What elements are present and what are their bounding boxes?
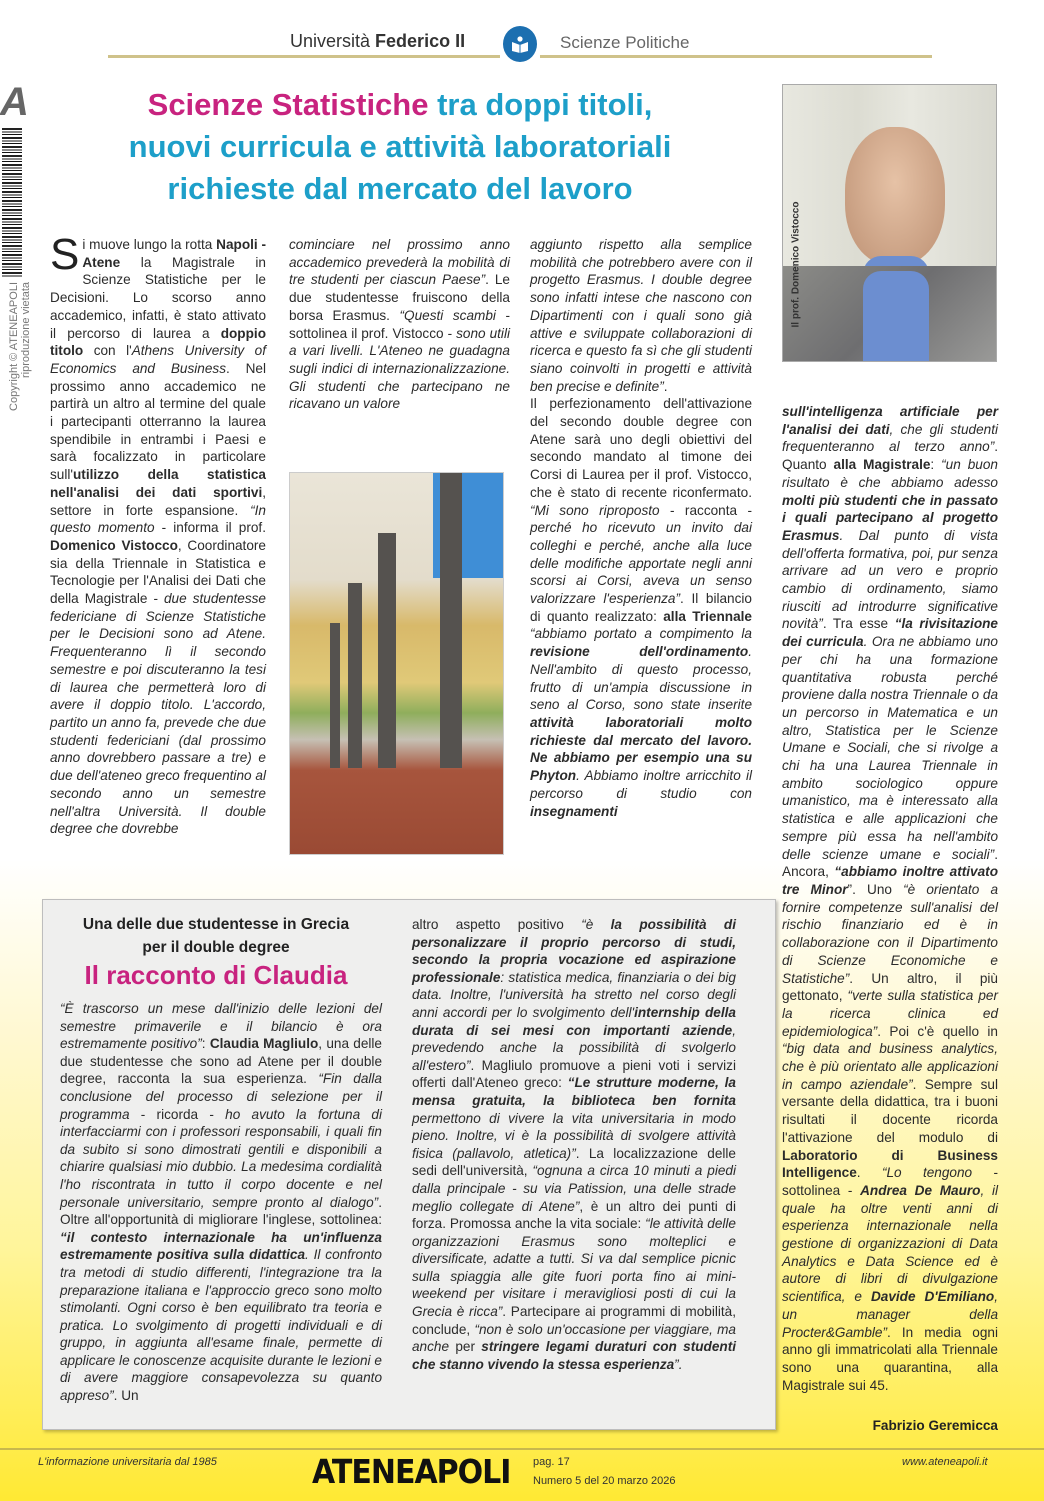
text-run: , prevedendo anche la possibilità di svolgerlo all'estero” [412,1022,736,1073]
text-run: . Nell'ambito di questo processo, frutto di un'ampia discussione in seno al Corso, sono state inserite [530,644,752,713]
box-title: Il racconto di Claudia [84,960,348,990]
portrait-caption: Il prof. Domenico Vistocco [790,201,802,328]
text-run: . Le due studentesse fruiscono della borsa Erasmus. [289,272,510,323]
text-run: Davide D'Emiliano [870,1289,995,1305]
text-run: la possibilità di personalizzare il proprio percorso di studi, secondo la propria vocazione ed aspirazione professionale [412,917,736,985]
text-run: “verte sulla statistica per la ricerca clinica ed epidemiologica” [782,988,998,1039]
text-run: sull'intelligenza artificiale per l'analisi dei dati [782,404,998,437]
text-run: Andrea De Mauro [860,1182,981,1198]
brand-letter: A [0,80,29,124]
text-run: stringere legami duraturi con studenti che stanno vivendo la stessa esperienza [412,1339,737,1372]
text-run: ”. [674,1356,683,1372]
text-run: per [449,1339,482,1355]
text-run: “non è solo un'occasione per viaggiare, ma anche [412,1321,736,1355]
text-run: ”. Uno [847,881,904,897]
text-run: molti più studenti che in passato i quali partecipano al progetto Erasmus [782,492,998,543]
text-run: insegnamenti [530,803,618,819]
box-subtitle-line: per il double degree [142,939,290,956]
text-run: “è orientato a fornire competenze sull'analisi del rischio finanziario ed è in collaborazione con il Dipartimento di Scienze Economiche e Statistiche” [782,881,999,986]
footer-rule [0,1448,1044,1450]
text-run: “Questi scambi [399,307,496,323]
text-run: . La localizzazione delle sedi dell'università, [412,1145,736,1179]
footer-tagline: L'informazione universitaria dal 1985 [38,1456,217,1468]
text-run: Domenico Vistocco [50,537,178,553]
book-reader-icon [503,26,537,62]
footer-url[interactable]: www.ateneapoli.it [902,1456,988,1468]
photo-pillar [378,533,396,768]
text-run: “ognuna a circa 10 minuti a piedi dalla principale - su via Patission, una delle strade meglio collegate di Atene” [412,1163,736,1214]
text-run: , Coordinatore sia della Triennale in Statistica e Tecnologie per l'Analisi dei Dati che della Magistrale - [50,537,266,607]
copyright-line: Copyright © ATENEAPOLI [8,282,20,411]
text-run: aggiunto rispetto alla semplice mobilità che potrebbero avere con il progetto Erasmus. I double degree sono infatti intese che nascono con Dipartimenti con i quali sono già attive e sviluppate collaborazioni di ricerca e questo fa sì che gli studenti siano coinvolti in progetti e attività ben precise e definite” [530,237,752,394]
copyright-notice [8,282,32,482]
header-rule-left [108,55,500,58]
header-university [290,31,465,52]
title-highlight: Scienze Statistiche [147,87,429,122]
title-line-3: richieste dal mercato del lavoro [167,171,633,206]
text-run: . Dal punto di vista dell'offerta formativa, poi, pur senza arrivare ad un vero e proprio cambio di ordinamento, siamo riusciti ad introdurre significative novità” [782,527,998,632]
box-column-1 [60,1000,382,1405]
copyright-line: riproduzione vietata [20,282,32,379]
portrait-sweater-front [863,271,929,361]
text-run: . Un [113,1388,139,1404]
text-run: “Mi sono riproposto [530,502,660,518]
text-run: Laboratorio di Business Intelligence [782,1147,998,1181]
text-run: altro aspetto positivo [412,917,582,932]
text-run: Napoli - Atene [82,237,267,270]
text-run: , settore in forte espansione. [50,484,266,518]
text-run: “big data and business analytics, che è più orientato alle applicazioni in campo aziendale” [782,1041,998,1092]
text-run: ho avuto la fortuna di interfacciarmi con i professori responsabili, i quali fin da subito si sono dimostrati gentili e disponibili a chiarire qualsiasi mio dubbio. La medesima cordialità l'ho riscontrata in tutto il corpo docente e nel personale universitario, sempre pronto al dialogo” [60,1106,383,1210]
text-run: . Il confronto tra metodi di studio differenti, l'integrazione tra la preparazione italiana e l'approccio greco sono molto stimolanti. Ogni corso è ben equilibrato tra teoria e pratica. Lo svolgimento di progetti individuali e di gruppo, in aggiunta all'esame finale, permette di applicare le conoscenze acquisite durante le lezioni e di avere maggiore consapevolezza su quanto appreso” [60,1247,382,1404]
text-run: i muove lungo la rotta [82,237,217,252]
text-run: “un buon risultato è che abbiamo adesso [782,457,998,490]
portrait-photo [782,84,997,362]
text-run: , che gli studenti frequenteranno al terzo anno” [782,421,998,455]
text-run: “Lo tengono [881,1165,973,1181]
text-run: “è [581,917,611,932]
text-run: . [856,1165,882,1181]
text-run: sono utili a vari livelli. L'Ateneo ne guadagna sugli indici di internazionalizzazione. Gli studenti che partecipano ne ricavano un valore [289,325,510,412]
text-run: . [663,378,668,394]
footer-issue: Numero 5 del 20 marzo 2026 [533,1475,676,1487]
university-prefix: Università [290,31,371,51]
text-run: . Poi c'è quello in [877,1023,998,1039]
colonnade-photo [289,472,504,855]
text-run: . Ancora, [782,846,998,880]
text-run: Il perfezionamento dell'attivazione del secondo double degree con Atene sarà uno degli obiettivi del secondo mandato al timone dei Corsi di Laurea per il prof. Vistocco, che è stato di recente riconfermato. [530,396,752,500]
text-run: , il quale ha oltre venti anni di esperienza internazionale nella gestione di organizzazioni di Data Analytics e Data Science ed è autore di libri di divulgazione scientifica, e [782,1182,999,1305]
text-run: “In questo momento [50,502,266,536]
article-column-4 [782,403,998,1394]
photo-pillar [440,473,462,768]
text-run: . Il bilancio di quanto realizzato: [530,591,752,624]
box-column-2 [412,916,736,1373]
text-run: “il contesto internazionale ha un'influenza estremamente positiva sulla didattica [60,1229,382,1263]
header-rule-right [540,55,932,58]
photo-pillar [348,583,362,768]
text-run: - sottolinea il prof. Vistocco - [289,307,510,341]
text-run: - informa il prof. [154,520,266,536]
article-column-1 [50,230,267,838]
drop-cap: S [50,230,80,279]
text-run: : statistica medica, finanziaria o dei big data. Inoltre, l'università ha stretto nel corso degli anni accordi per lo svolgimento dell' [412,969,736,1020]
text-run: doppio titolo [50,325,266,359]
text-run: : [930,457,942,473]
text-run: . Abbiamo inoltre arricchito il percorso di studio con [530,768,752,801]
text-run: “le attività delle organizzazioni Erasmus sono molteplici e diversificate, adatte a tutti. Si va dal semplice picnic sulla spiaggia alle gite fuori porta fino ai mini-weekend per visitare i meravigliosi posti di cui la Grecia è ricca” [412,1216,736,1320]
barcode-icon [2,128,22,278]
text-run: “Le strutture moderne, la mensa gratuita, la biblioteca ben fornita [412,1075,736,1108]
text-run: la Magistrale in Scienze Statistiche per le Decisioni. Lo scorso anno accademico, infatti, è stato attivato il percorso di laurea a [50,254,266,341]
university-name: Federico II [375,31,466,51]
text-run: - sottolinea - [782,1165,999,1198]
text-run: “È trascorso un mese dall'inizio delle lezioni del semestre primaverile e il bilancio è ora estremamente positivo” [60,1001,382,1052]
text-run: “abbiamo inoltre attivato tre Minor [782,864,998,897]
text-run: permettono di vivere la vita universitaria in modo pieno. Inoltre, vi è la possibilità di svolgere attività fisica (pallavolo, atletica)” [412,1110,736,1161]
text-run: - ricorda - [129,1106,226,1122]
article-column-2 [289,236,510,413]
text-run: . Magliulo promuove a pieni voti i servizi offerti dall'Ateneo greco: [412,1057,736,1091]
text-run: . In media ogni anno gli immatricolati alla Triennale sono una quarantina, alla Magistrale sui 45. [782,1324,998,1393]
text-run: Athens University of Economics and Business [50,343,267,376]
text-run: , un manager della Procter&Gamble” [782,1289,998,1340]
article-title [50,84,750,210]
text-run: : [201,1036,210,1052]
text-run: cominciare nel prossimo anno accademico prevederà la mobilità di tre studenti per ciascun Paese” [289,237,510,288]
text-run: “Fin dalla conclusione del processo di selezione per il programma [60,1071,382,1122]
text-run: . Partecipare ai programmi di mobilità, conclude, [412,1304,736,1337]
text-run: alla Magistrale [833,457,931,473]
photo-pillar [330,623,340,768]
text-run: revisione dell'ordinamento [530,644,749,660]
text-run: internship della durata di sei mesi con importanti aziende [412,1004,736,1038]
title-line-1: tra doppi titoli, [428,87,653,122]
text-run: . Nel prossimo anno accademico ne partirà un altro al termine del quale i partecipanti otterranno la laurea spendibile in entrambi i Paesi e sarà focalizzato in particolare sull' [50,360,267,483]
box-subtitle [60,913,372,959]
text-run: “abbiamo portato a compimento la [530,626,752,642]
text-run: . Ora ne abbiamo uno per chi ha una formazione quantitativa robusta perché proviene dalla nostra Triennale o da un percorso in Matematica e un altro, Statistica per le Scienze Umane e Sociali, che si rivolge a chi ha una Laurea Triennale in ambito sociologico oppure umanistico, ma è interessato alla statistica e alle applicazioni che sempre più essa ha nell'ambito delle scienze umane e sociali” [782,634,998,862]
text-run: . Quanto [782,439,998,473]
text-run: due studentesse federiciane di Scienze Statistiche per le Decisioni sono ad Atene. Frequenteranno lì il secondo semestre e poi discuteranno la tesi di laurea che permetterà loro di avere il doppio titolo. L'accordo, partito un anno fa, prevede che due studenti federiciani (dal prossimo anno dovrebbero passare a tre) e due dell'ateneo greco frequentino al secondo anno un semestre nell'altra Università. Il double degree che dovrebbe [50,591,266,837]
text-run: , una delle due studentesse che sono ad Atene per il double degree, racconta la sua esperienza. [60,1036,382,1087]
text-run: alla Triennale [663,608,752,624]
text-run: utilizzo della statistica nell'analisi dei dati sportivi [50,467,266,500]
text-run: Claudia Magliulo [209,1036,319,1052]
text-run: “la rivisitazione dei curricula [782,616,998,650]
title-line-2: nuovi curricula e attività laboratoriali [128,129,672,164]
article-column-3 [530,236,752,820]
text-run: perché ho ricevuto un invito dai colleghi e perché, anche alla luce delle modifiche apportate negli anni scorsi ai Corsi, aveva un senso valorizzare l'esperienza” [530,520,752,607]
text-run: . Un altro, il più gettonato, [782,970,998,1004]
text-run: , è un altro dei punti di forza. Promossa anche la vita sociale: [412,1198,736,1232]
footer-page-number: pag. 17 [533,1456,570,1468]
text-run: . Tra esse [822,616,895,632]
text-run: . Sempre sul versante della didattica, tra i buoni risultati il docente ricorda l'attivazione del modulo di [782,1076,998,1145]
text-run: attività laboratoriali molto richieste dal mercato del lavoro. Ne abbiamo per esempio una su Phyton [530,714,752,784]
text-run: . Oltre all'opportunità di migliorare l'inglese, sottolinea: [60,1194,382,1228]
article-byline: Fabrizio Geremicca [872,1418,998,1433]
portrait-head [845,127,945,265]
text-run: - racconta - [659,502,752,518]
box-subtitle-line: Una delle due studentesse in Grecia [82,916,350,933]
footer-logo: ATENEAPOLI [312,1453,511,1492]
text-run: con l' [83,343,132,359]
header-department: Scienze Politiche [560,33,690,52]
